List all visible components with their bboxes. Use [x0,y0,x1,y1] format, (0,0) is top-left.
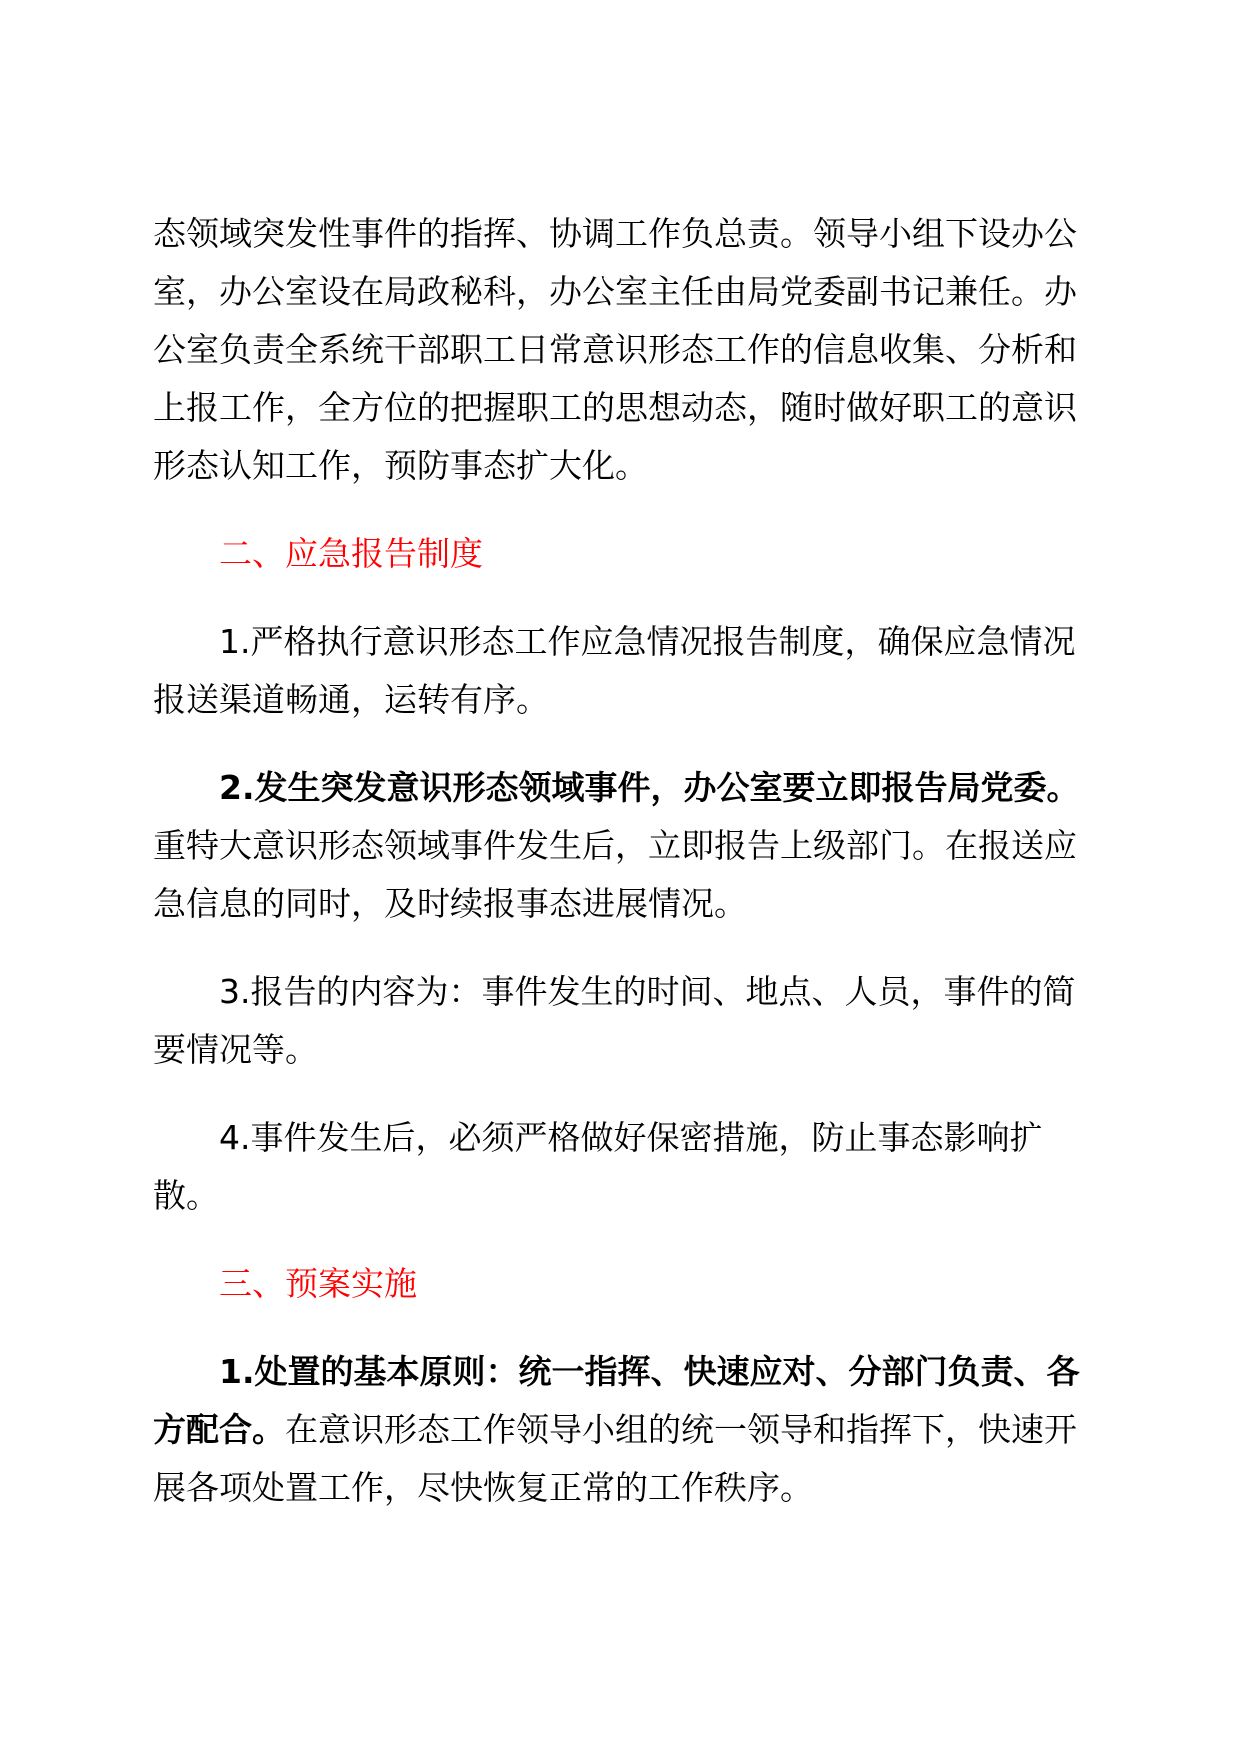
item-3-1-bold-lead: 1.处置的基本原则：统一指挥、快速应对、分部门负责、各方配合。 [153,1352,1080,1449]
item-2-2-paragraph [153,759,1093,933]
item-3-1-text: 在意识形态工作领导小组的统一领导和指挥下，快速开展各项处置工作，尽快恢复正常的工作秩序。 [153,1410,1077,1507]
document-page [153,205,1093,1517]
item-3-1-paragraph [153,1343,1093,1517]
item-2-2-bold-lead: 2.发生突发意识形态领域事件，办公室要立即报告局党委。 [219,768,1080,807]
item-2-1-paragraph: 1.严格执行意识形态工作应急情况报告制度，确保应急情况报送渠道畅通，运转有序。 [153,622,1076,719]
section-heading-plan-implementation: 三、预案实施 [219,1264,417,1303]
item-2-3-paragraph: 3.报告的内容为：事件发生的时间、地点、人员，事件的简要情况等。 [153,972,1076,1069]
section-heading-emergency-report: 二、应急报告制度 [219,534,483,573]
intro-paragraph: 态领域突发性事件的指挥、协调工作负总责。领导小组下设办公室，办公室设在局政秘科，办公室主任由局党委副书记兼任。办公室负责全系统干部职工日常意识形态工作的信息收集、分析和上报工作，全方位的把握职工的思想动态，随时做好职工的意识形态认知工作，预防事态扩大化。 [153,214,1077,485]
item-2-4-paragraph: 4.事件发生后，必须严格做好保密措施，防止事态影响扩散。 [153,1118,1043,1215]
item-2-2-text: 重特大意识形态领域事件发生后，立即报告上级部门。在报送应急信息的同时，及时续报事态进展情况。 [153,826,1077,923]
